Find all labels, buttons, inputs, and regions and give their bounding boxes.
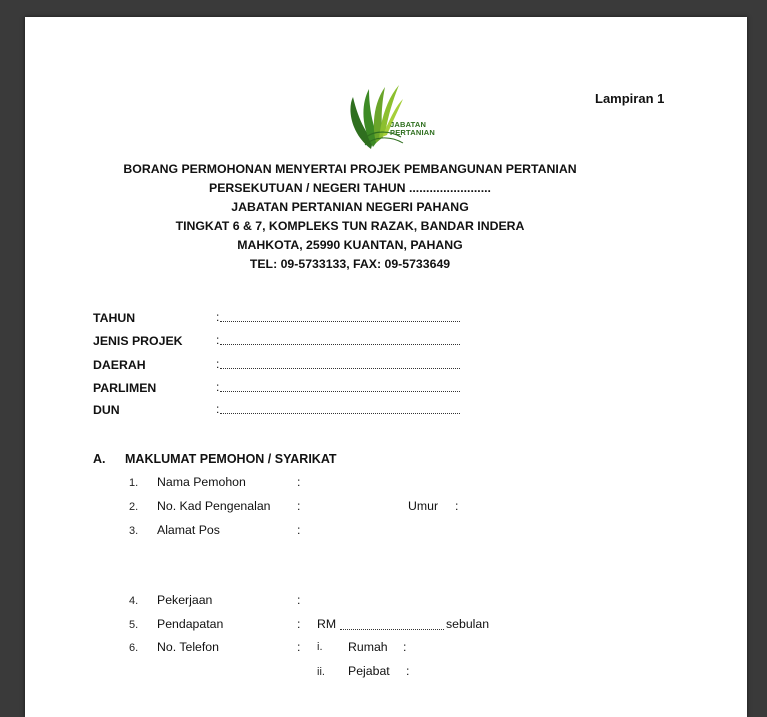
item-colon: : xyxy=(297,593,301,607)
label-umur: Umur xyxy=(408,499,439,513)
logo-text-line2: PERTANIAN xyxy=(390,128,435,137)
item-number: 2. xyxy=(129,501,139,513)
leaf-logo-icon xyxy=(343,79,443,157)
field-label-jenis-projek: JENIS PROJEK xyxy=(93,334,183,348)
item-number: 3. xyxy=(129,525,139,537)
item-colon: : xyxy=(297,523,301,537)
logo-text-line1: JABATAN xyxy=(390,120,427,129)
item-colon: : xyxy=(297,640,301,654)
item-number: 1. xyxy=(129,477,139,489)
label-nama-pemohon: Nama Pemohon xyxy=(157,475,246,489)
field-sep: : xyxy=(216,333,220,347)
field-label-parlimen: PARLIMEN xyxy=(93,381,157,395)
field-input-parlimen[interactable] xyxy=(220,389,460,392)
item-colon: : xyxy=(297,617,301,631)
header-line-3: JABATAN PERTANIAN NEGERI PAHANG xyxy=(231,200,469,214)
income-input[interactable] xyxy=(340,627,444,630)
item-number: 6. xyxy=(129,642,139,654)
header-line-1: BORANG PERMOHONAN MENYERTAI PROJEK PEMBANGUNAN PERTANIAN xyxy=(123,162,577,176)
field-sep: : xyxy=(216,357,220,371)
item-colon: : xyxy=(403,640,407,654)
field-sep: : xyxy=(216,402,220,416)
header-line-2: PERSEKUTUAN / NEGERI TAHUN ........................ xyxy=(209,181,491,195)
sub-roman: ii. xyxy=(317,666,325,678)
field-sep: : xyxy=(216,310,220,324)
section-a-title: MAKLUMAT PEMOHON / SYARIKAT xyxy=(125,452,337,466)
item-colon: : xyxy=(297,475,301,489)
income-suffix: sebulan xyxy=(446,617,490,631)
item-colon: : xyxy=(297,499,301,513)
label-pekerjaan: Pekerjaan xyxy=(157,593,213,607)
item-number: 5. xyxy=(129,619,139,631)
label-alamat-pos: Alamat Pos xyxy=(157,523,220,537)
field-sep: : xyxy=(216,380,220,394)
header-line-5: MAHKOTA, 25990 KUANTAN, PAHANG xyxy=(237,238,463,252)
currency-prefix: RM xyxy=(317,617,337,631)
item-colon: : xyxy=(406,664,410,678)
field-input-jenis-projek[interactable] xyxy=(220,342,460,345)
label-no-kad-pengenalan: No. Kad Pengenalan xyxy=(157,499,271,513)
field-input-tahun[interactable] xyxy=(220,319,460,322)
item-colon: : xyxy=(455,499,459,513)
header-line-6: TEL: 09-5733133, FAX: 09-5733649 xyxy=(249,257,451,271)
field-label-dun: DUN xyxy=(93,403,120,417)
jabatan-pertanian-logo xyxy=(343,79,443,157)
field-input-dun[interactable] xyxy=(220,411,460,414)
label-rumah: Rumah xyxy=(348,640,388,654)
field-label-tahun: TAHUN xyxy=(93,311,136,325)
field-input-daerah[interactable] xyxy=(220,366,460,369)
document-page xyxy=(25,17,747,717)
label-no-telefon: No. Telefon xyxy=(157,640,219,654)
sub-roman: i. xyxy=(317,641,323,653)
item-number: 4. xyxy=(129,595,139,607)
label-pendapatan: Pendapatan xyxy=(157,617,224,631)
label-pejabat: Pejabat xyxy=(348,664,390,678)
section-a-letter: A. xyxy=(93,452,106,466)
header-line-4: TINGKAT 6 & 7, KOMPLEKS TUN RAZAK, BANDAR INDERA xyxy=(175,219,525,233)
field-label-daerah: DAERAH xyxy=(93,358,146,372)
appendix-label: Lampiran 1 xyxy=(595,91,665,106)
